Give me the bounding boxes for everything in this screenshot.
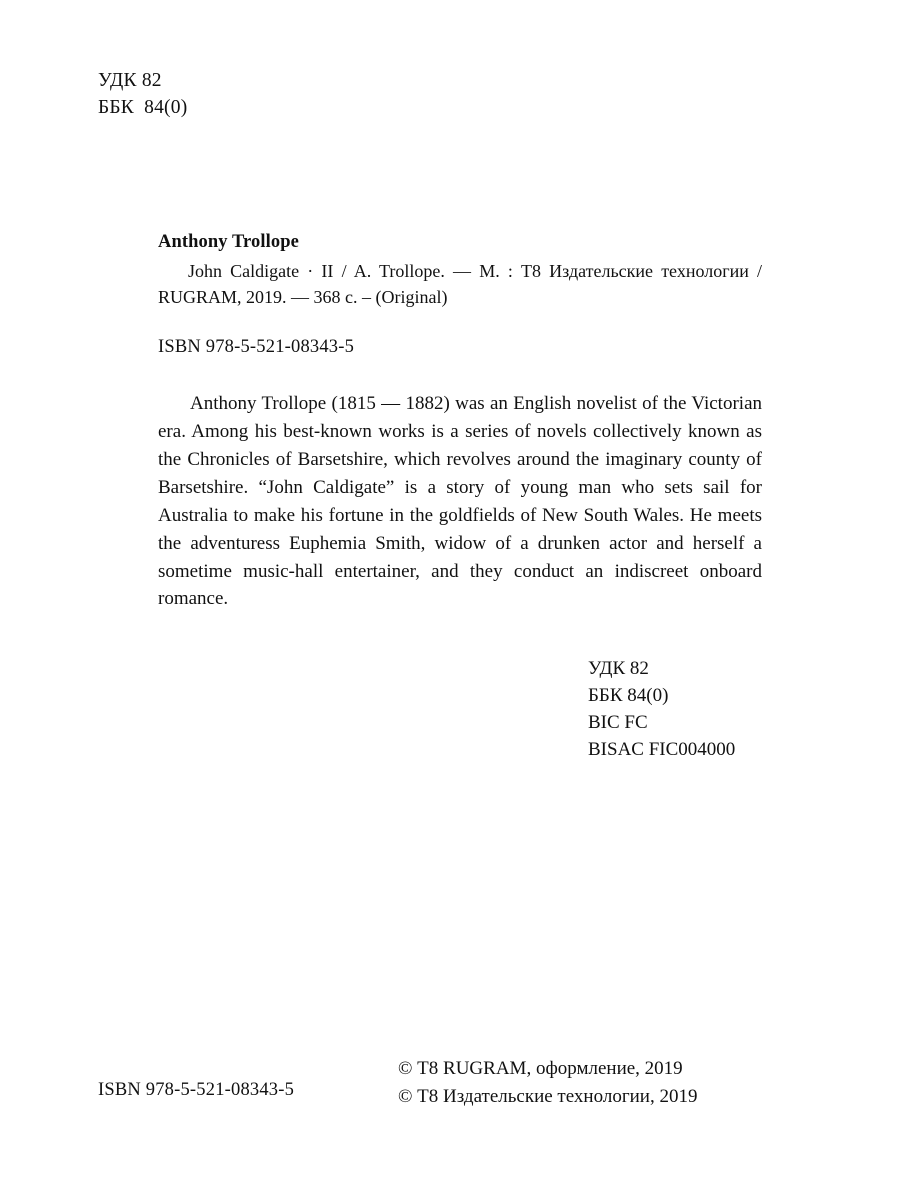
bibliographic-block — [158, 232, 762, 310]
bic-code: BIC FC — [588, 711, 648, 733]
classification-codes-right — [588, 656, 735, 764]
udk-code-right: УДК 82 — [588, 658, 649, 679]
bbk-code-right: ББК 84(0) — [588, 684, 669, 706]
classification-codes-top — [98, 68, 187, 122]
bibliographic-description: John Caldigate · II / A. Trollope. — М. : Т8 Издательские технологии / RUGRAM, 2019. — 368 с. – (Original) — [158, 261, 762, 307]
bbk-code-top: ББК 84(0) — [98, 96, 188, 118]
copyright-line-2: © Т8 Издательские технологии, 2019 — [398, 1085, 698, 1107]
bisac-code: BISAC FIC004000 — [588, 738, 736, 760]
udk-code-top: УДК 82 — [98, 70, 162, 91]
copyright-line-1: © Т8 RUGRAM, оформление, 2019 — [398, 1058, 683, 1079]
isbn-footer: ISBN 978-5-521-08343-5 — [98, 1080, 295, 1100]
isbn-top: ISBN 978-5-521-08343-5 — [158, 337, 355, 357]
author-name: Anthony Trollope — [158, 232, 299, 252]
copyright-block — [398, 1055, 697, 1110]
annotation-text: Anthony Trollope (1815 — 1882) was an English novelist of the Victorian era. Among his best-known works is a series of novels collectively known as the Chronicles of Barsetshire, which revolves around the imaginary county of Barsetshire. “John Caldigate” is a story of young man who sets sail for Australia to make his fortune in the goldfields of New South Wales. He meets the adventuress Euphemia Smith, widow of a drunken actor and herself a sometime music-hall entertainer, and they conduct an indiscreet onboard romance. — [158, 393, 762, 610]
